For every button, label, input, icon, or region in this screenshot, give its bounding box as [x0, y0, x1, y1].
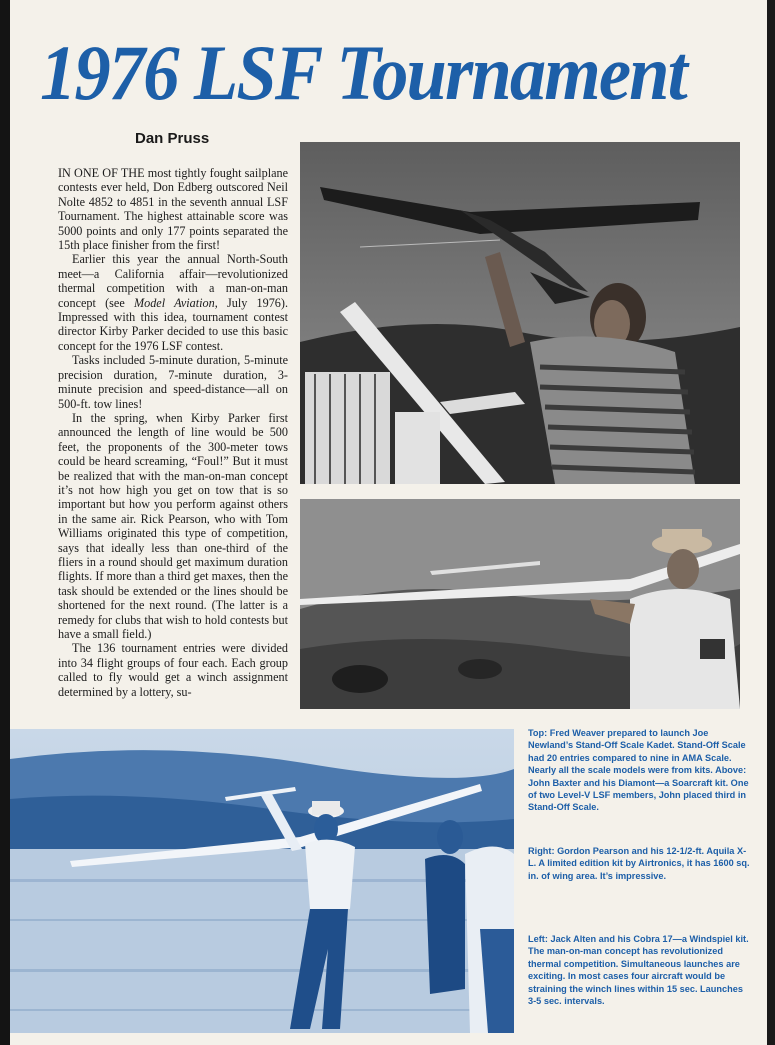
photo-jack-alten-cobra: [10, 729, 514, 1033]
caption-left: Left: Jack Alten and his Cobra 17—a Windspiel kit. The man-on-man concept has revolutionized thermal competition. Simultaneous launches are exciting. In most cases four aircraft would be straining the winch lines within 15 sec. Launches 3-5 sec. intervals.: [528, 934, 749, 1007]
page-edge-right: [767, 0, 775, 1045]
photo-john-baxter-diamont: [300, 499, 740, 709]
article-title: 1976 LSF Tournament: [40, 29, 686, 116]
lead-in: IN ONE OF THE: [58, 166, 145, 180]
magazine-title: Model Aviation: [133, 295, 215, 310]
page-edge-left: [0, 0, 10, 1045]
caption-top-above: Top: Fred Weaver prepared to launch Joe Newland’s Stand-Off Scale Kadet. Stand-Off Scale had 20 entries compared to nine in AMA Scale. Nearly all the scale models were from kits. Above: John Baxter and his Diamont—a Soarcraft kit. One of two Level-V LSF members, John placed third in Stand-Off Scale.: [528, 728, 749, 813]
article-paragraph-4: In the spring, when Kirby Parker first announced the length of line would be 500 feet, the proponents of the 300-meter tows could be heard screaming, “Foul!” But it must be realized that with the man-on-man concept it’s not how high you get on tow that is so important but how you perform against others in the same air. Rick Pearson, who with Tom Williams originated this type of competition, says that ideally less than one-third of the fliers in a round should get maximum duration flights. If more than a third get maxes, then the task should be extended or the lines should be shortened for the next round. (The latter is a remedy for clubs that wish to hold contests but have a small field.): [58, 410, 288, 641]
author-byline: Dan Pruss: [135, 130, 210, 147]
paragraph-text: Earlier this year the annual North-South meet—a California affair—revolutionized thermal competition with a man-on-man concept (see: [58, 252, 288, 310]
article-paragraph-2: [58, 252, 288, 353]
paragraph-text: , July 1976). Impressed with this idea, tournament contest director Kirby Parker decided to use this basic concept for the 1976 LSF contest.: [58, 295, 288, 353]
caption-right: Right: Gordon Pearson and his 12-1/2-ft. Aquila X-L. A limited edition kit by Airtronics, it has 1600 sq. in. of wing area. It’s impressive.: [528, 846, 750, 881]
photo-illustration: [10, 729, 514, 1033]
photo-illustration: [300, 499, 740, 709]
paragraph-text: most tightly fought sailplane contests ever held, Don Edberg outscored Neil Nolte 4852 to 4851 in the seventh annual LSF Tournament. The highest attainable score was 5000 points and only 177 points separated the 15th place finisher from the first!: [58, 166, 288, 253]
article-paragraph-1: [58, 166, 288, 252]
article-body: [58, 166, 288, 710]
photo-illustration: [300, 142, 740, 484]
photo-fred-weaver-launch: [300, 142, 740, 484]
article-paragraph-3: Tasks included 5-minute duration, 5-minute precision duration, 7-minute duration, 3-minute precision and speed-distance—all on 500-ft. tow lines!: [58, 353, 288, 411]
article-paragraph-5: The 136 tournament entries were divided into 34 flight groups of four each. Each group called to fly would get a winch assignment determined by a lottery, su-: [58, 641, 288, 699]
